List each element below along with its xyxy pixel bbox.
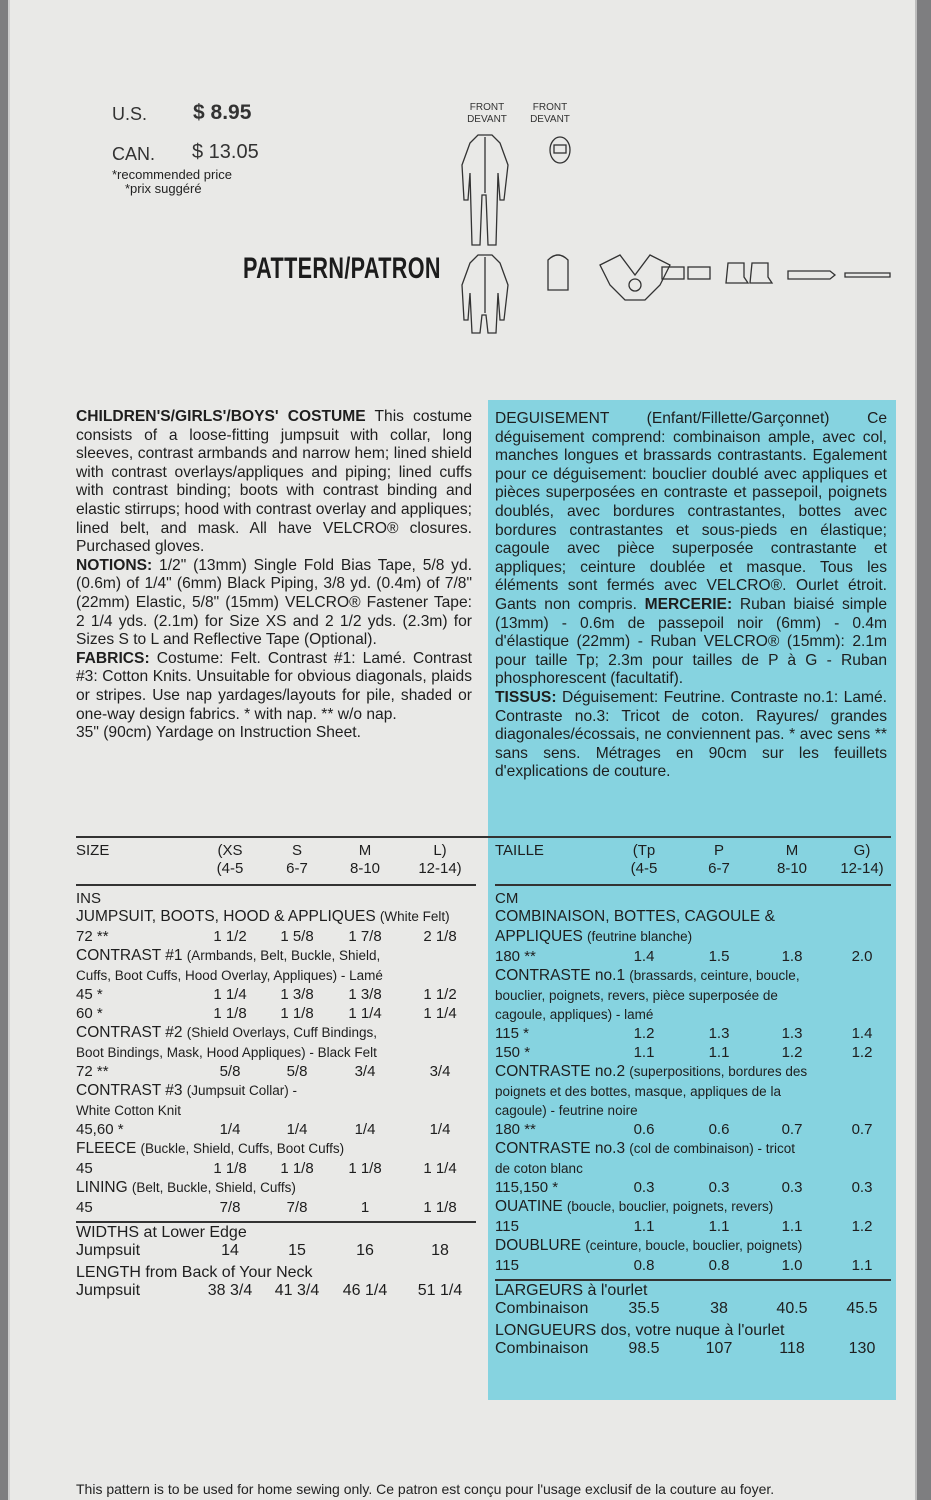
fabric-heading-label: CONTRAST #2	[76, 1024, 183, 1041]
yardage-value: 1 1/2	[213, 928, 247, 945]
fabric-heading-detail: (Buckle, Shield, Cuffs, Boot Cuffs)	[140, 1141, 345, 1156]
footer-note: This pattern is to be used for home sewing only. Ce patron est conçu pour l'usage exclusif de la couture au foyer.	[76, 1481, 775, 1497]
size-code: L)	[433, 842, 447, 859]
length-label: LENGTH from Back of Your Neck	[76, 1264, 313, 1281]
fabric-heading-detail: cagoule) - feutrine noire	[495, 1103, 638, 1118]
fabric-heading-detail: (White Felt)	[379, 909, 450, 924]
yardage-value: 1 1/8	[423, 1199, 457, 1216]
us-price-label: U.S.	[112, 104, 148, 124]
yardage-value: 0.6	[633, 1121, 655, 1138]
size-age: (4-5	[216, 860, 244, 877]
fabrics-text: Costume: Felt. Contrast #1: Lamé. Contrast #3: Cotton Knits. Unsuitable for obvious diagonals, plaids or stripes. Use nap yardages/layouts for pile, shaded or one-way design fabrics. * with nap. ** w/o nap.	[76, 649, 472, 723]
fabric-heading-detail: (col de combinaison) - tricot	[629, 1141, 796, 1156]
table-header-rule	[495, 884, 891, 886]
width-value: 15	[288, 1242, 306, 1259]
yardage-value: 1 1/4	[423, 1005, 457, 1022]
fabric-width: 72 **	[76, 1063, 109, 1080]
length-value: 107	[705, 1340, 733, 1357]
yardage-value: 1 1/4	[348, 1005, 382, 1022]
fabric-heading-label: OUATINE	[495, 1198, 563, 1215]
yardage-value: 5/8	[286, 1063, 308, 1080]
yardage-value: 1/4	[286, 1121, 308, 1138]
fabric-heading	[495, 1237, 802, 1255]
fabric-width: 180 **	[495, 1121, 536, 1138]
fabric-width: 115,150 *	[495, 1179, 559, 1196]
yardage-value: 1 7/8	[348, 928, 382, 945]
table-mid-rule	[76, 1221, 476, 1223]
fabrics-label: FABRICS:	[76, 649, 150, 667]
costume-title-fr: DEGUISEMENT (Enfant/Fillette/Garçonnet)	[495, 410, 830, 427]
fabric-heading-cont	[495, 928, 692, 946]
yardage-value: 1.5	[708, 948, 730, 965]
fabric-width: 115 *	[495, 1025, 529, 1042]
fabric-width: 115	[495, 1218, 519, 1235]
fabric-heading	[495, 1063, 807, 1081]
fabric-heading-label: CONTRASTE no.2	[495, 1063, 626, 1080]
size-code: M	[785, 842, 799, 859]
width-value: 16	[356, 1242, 374, 1259]
fabric-heading	[495, 967, 800, 985]
yardage-value: 3/4	[354, 1063, 376, 1080]
fabric-heading-detail: (superpositions, bordures des	[629, 1064, 808, 1079]
widths-label: LARGEURS à l'ourlet	[495, 1282, 648, 1299]
fabric-heading-detail: de coton blanc	[495, 1161, 583, 1176]
size-age: 6-7	[708, 860, 730, 877]
yardage-value: 7/8	[219, 1199, 241, 1216]
fabric-width: 45	[76, 1160, 93, 1177]
costume-body-fr: Ce déguisement comprend: combinaison ample, avec col, manches longues et brassards contrastants. Egalement pour ce déguisement: bouclier doublé avec appliques et pièces superposées en contraste et passepoil, poignets doublés, avec bordures contrastantes, bottes avec bordures contrastantes et sous-pieds en élastique; cagoule avec pièce superposée contrastante et appliques; ceinture doublée et masque. Tous les éléments sont fermés avec VELCRO®. Ourlet étroit. Gants non compris.	[495, 410, 887, 613]
fabric-width: 115	[495, 1257, 519, 1274]
fabric-heading	[76, 1082, 297, 1100]
yardage-value: 1 1/8	[213, 1005, 247, 1022]
fabric-heading-label: CONTRASTE no.3	[495, 1140, 626, 1157]
yardage-value: 1 1/8	[348, 1160, 382, 1177]
table-top-rule	[76, 836, 891, 838]
notions-label: NOTIONS:	[76, 556, 153, 574]
fabric-heading-label: LINING	[76, 1179, 128, 1196]
width-value: 35.5	[628, 1300, 660, 1317]
yardage-value: 1.2	[851, 1044, 873, 1061]
yardage-value: 1.4	[633, 948, 655, 965]
size-age: 12-14)	[840, 860, 884, 877]
widths-item: Jumpsuit	[76, 1242, 141, 1259]
fabric-heading-detail: (Armbands, Belt, Buckle, Shield,	[186, 948, 381, 963]
width-value: 45.5	[846, 1300, 878, 1317]
mercerie-label: MERCERIE:	[644, 595, 733, 613]
unit-label: INS	[76, 890, 102, 907]
yardage-value: 0.3	[851, 1179, 873, 1196]
length-value: 98.5	[628, 1340, 660, 1357]
french-description	[495, 410, 887, 782]
fabric-heading-detail: cagoule, appliques) - lamé	[495, 1007, 654, 1022]
size-label: SIZE	[76, 842, 110, 859]
view-label-1: FRONT DEVANT	[467, 102, 507, 125]
fabric-width: 45 *	[76, 986, 103, 1003]
us-price-value: $ 8.95	[193, 101, 252, 124]
fabric-heading-detail: (feutrine blanche)	[587, 929, 693, 944]
fabric-heading-label: CONTRASTE no.1	[495, 967, 626, 984]
yardage-value: 1.2	[633, 1025, 655, 1042]
yardage-value: 0.3	[633, 1179, 655, 1196]
yardage-value: 1.1	[851, 1257, 873, 1274]
fabric-width: 45	[76, 1199, 93, 1216]
hood-front-drawing	[550, 137, 570, 163]
yardage-value: 1/4	[354, 1121, 376, 1138]
english-description	[76, 408, 472, 743]
yardage-value: 1 1/2	[423, 986, 457, 1003]
fabric-heading-detail: (brassards, ceinture, boucle,	[629, 968, 800, 983]
size-code: G)	[853, 842, 871, 859]
fabric-heading-detail: (Belt, Buckle, Shield, Cuffs)	[131, 1180, 296, 1195]
pattern-label: PATTERN/PATRON	[243, 252, 441, 285]
fabric-heading-detail: (boucle, bouclier, poignets, revers)	[566, 1199, 774, 1214]
pattern-envelope-back	[8, 0, 917, 1500]
yardage-value: 1.1	[708, 1044, 730, 1061]
yardage-value: 1.3	[708, 1025, 730, 1042]
yardage-value: 1 3/8	[348, 986, 382, 1003]
fabric-heading-label: COMBINAISON, BOTTES, CAGOULE &	[495, 908, 775, 925]
width-value: 40.5	[776, 1300, 808, 1317]
suggested-price-note: *prix suggéré	[125, 181, 202, 196]
size-code: (XS	[217, 842, 243, 859]
yardage-value: 1.1	[781, 1218, 803, 1235]
yardage-value: 1 1/4	[213, 986, 247, 1003]
costume-title-en: CHILDREN'S/GIRLS'/BOYS' COSTUME	[76, 408, 366, 425]
yardage-value: 1.1	[633, 1218, 655, 1235]
fabric-heading-detail: White Cotton Knit	[76, 1103, 182, 1118]
fabric-heading-detail: (Jumpsuit Collar) -	[186, 1083, 297, 1098]
size-age: 12-14)	[418, 860, 462, 877]
fabric-width: 45,60 *	[76, 1121, 124, 1138]
widths-item: Combinaison	[495, 1300, 589, 1317]
width-value: 38	[710, 1300, 728, 1317]
size-age: 8-10	[349, 860, 381, 877]
fabric-heading	[495, 1198, 773, 1216]
fabric-width: 60 *	[76, 1005, 103, 1022]
length-item: Jumpsuit	[76, 1282, 141, 1299]
yardage-value: 1.1	[708, 1218, 730, 1235]
french-yardage-table	[495, 840, 891, 1385]
fabric-width: 180 **	[495, 948, 536, 965]
yardage-value: 1.0	[781, 1257, 803, 1274]
yardage-value: 1.3	[781, 1025, 803, 1042]
size-code: P	[713, 842, 724, 859]
fabric-heading-label: DOUBLURE	[495, 1237, 582, 1254]
fabric-heading-label: JUMPSUIT, BOOTS, HOOD & APPLIQUES	[76, 908, 376, 925]
fabric-heading-detail: bouclier, poignets, revers, pièce superposée de	[495, 988, 778, 1003]
size-age: 8-10	[776, 860, 808, 877]
fabric-heading	[76, 947, 380, 965]
tissus-text: Déguisement: Feutrine. Contraste no.1: Lamé. Contraste no.3: Tricot de coton. Rayures/ grandes diagonales/écossais, ne conviennent pas. * avec sens ** sans sens. Métrages en 90cm sur les feuillets d'explications de couture.	[495, 688, 887, 781]
garment-line-drawings	[450, 125, 900, 340]
size-age: 6-7	[286, 860, 308, 877]
fabric-heading-detail: Boot Bindings, Mask, Hood Appliques) - Black Felt	[76, 1045, 377, 1060]
recommended-price-note: *recommended price	[112, 167, 232, 182]
size-code: (Tp	[632, 842, 656, 859]
fabric-heading	[76, 1140, 344, 1158]
yardage-value: 1 1/8	[280, 1005, 314, 1022]
yardage-note-en: 35" (90cm) Yardage on Instruction Sheet.	[76, 724, 361, 742]
yardage-value: 1 3/8	[280, 986, 314, 1003]
fabric-heading-detail: (Shield Overlays, Cuff Bindings,	[186, 1025, 378, 1040]
yardage-value: 1/4	[429, 1121, 451, 1138]
yardage-value: 1/4	[219, 1121, 241, 1138]
size-label: TAILLE	[495, 842, 544, 859]
width-value: 18	[431, 1242, 449, 1259]
yardage-value: 0.8	[633, 1257, 655, 1274]
length-value: 51 1/4	[417, 1282, 463, 1299]
fabric-heading-detail: Cuffs, Boot Cuffs, Hood Overlay, Appliques) - Lamé	[76, 968, 383, 983]
yardage-value: 0.3	[781, 1179, 803, 1196]
english-yardage-table	[76, 840, 476, 1385]
yardage-value: 1.8	[781, 948, 803, 965]
yardage-value: 2 1/8	[423, 928, 457, 945]
yardage-value: 7/8	[286, 1199, 308, 1216]
yardage-value: 1.2	[851, 1218, 873, 1235]
yardage-value: 1 1/4	[423, 1160, 457, 1177]
yardage-value: 1	[360, 1199, 370, 1216]
fabric-heading	[76, 1024, 377, 1042]
costume-body-en: This costume consists of a loose-fitting jumpsuit with collar, long sleeves, contrast armbands and narrow hem; lined shield with contrast overlays/appliques and piping; lined cuffs with contrast binding; boots with contrast binding and elastic stirrups; hood with contrast overlay and appliques; lined belt, and mask. All have VELCRO® closures. Purchased gloves.	[76, 408, 472, 556]
view-label-2: FRONT DEVANT	[530, 102, 570, 125]
yardage-value: 1 1/8	[280, 1160, 314, 1177]
fabric-heading-detail: (ceinture, boucle, bouclier, poignets)	[585, 1238, 803, 1253]
width-value: 14	[221, 1242, 239, 1259]
fabric-heading	[76, 1179, 296, 1197]
length-label: LONGUEURS dos, votre nuque à l'ourlet	[495, 1322, 785, 1339]
length-item: Combinaison	[495, 1340, 589, 1357]
belt-drawing	[788, 271, 835, 279]
yardage-value: 0.6	[708, 1121, 730, 1138]
yardage-value: 2.0	[851, 948, 873, 965]
can-price-label: CAN.	[112, 144, 156, 164]
fabric-heading-detail: poignets et des bottes, masque, appliques de la	[495, 1084, 781, 1099]
size-code: M	[358, 842, 372, 859]
hood-back-drawing	[548, 255, 568, 290]
notions-text: 1/2" (13mm) Single Fold Bias Tape, 5/8 yd. (0.6m) of 1/4" (6mm) Black Piping, 3/8 yd. (0.4m) of 7/8" (22mm) Elastic, 5/8" (15mm) VELCRO® Fastener Tape: 2 1/4 yds. (2.1m) for Size XS and 2 1/2 yds. (2.3m) for Sizes S to L and Reflective Tape (Optional).	[76, 556, 472, 649]
fabric-heading-label: FLEECE	[76, 1140, 137, 1157]
yardage-value: 1 5/8	[280, 928, 314, 945]
fabric-heading-label: CONTRAST #3	[76, 1082, 183, 1099]
fabric-heading	[76, 908, 450, 926]
table-mid-rule	[495, 1279, 891, 1281]
tissus-label: TISSUS:	[495, 688, 557, 706]
length-value: 38 3/4	[207, 1282, 253, 1299]
fabric-width: 72 **	[76, 928, 109, 945]
yardage-value: 3/4	[429, 1063, 451, 1080]
yardage-value: 1.4	[851, 1025, 873, 1042]
length-value: 46 1/4	[342, 1282, 388, 1299]
length-value: 41 3/4	[274, 1282, 320, 1299]
fabric-heading-label: APPLIQUES	[495, 928, 583, 945]
shield-drawing	[600, 255, 670, 300]
widths-label: WIDTHS at Lower Edge	[76, 1224, 247, 1241]
size-code: S	[291, 842, 302, 859]
length-value: 130	[848, 1340, 876, 1357]
boot-drawing	[726, 263, 748, 283]
length-value: 118	[779, 1340, 805, 1357]
fabric-heading-label: CONTRAST #1	[76, 947, 183, 964]
fabric-width: 150 *	[495, 1044, 531, 1061]
yardage-value: 1.1	[633, 1044, 655, 1061]
yardage-value: 0.7	[781, 1121, 803, 1138]
fabric-heading	[495, 1140, 795, 1158]
yardage-value: 5/8	[219, 1063, 241, 1080]
can-price-value: $ 13.05	[192, 141, 259, 163]
yardage-value: 1.2	[781, 1044, 803, 1061]
yardage-value: 1 1/8	[213, 1160, 247, 1177]
unit-label: CM	[495, 890, 519, 907]
yardage-value: 0.8	[708, 1257, 730, 1274]
fabric-heading	[495, 908, 775, 926]
yardage-value: 0.7	[851, 1121, 873, 1138]
size-age: (4-5	[630, 860, 658, 877]
mercerie-text: Ruban biaisé simple (13mm) - 0.6m de passepoil noir (6mm) - 0.4m d'élastique (22mm) - Ruban VELCRO® (15mm): 2.1m pour taille Tp; 2.3m pour tailles de P à G - Ruban phosphorescent (facultatif).	[495, 595, 887, 688]
table-header-rule	[76, 884, 476, 886]
yardage-value: 0.3	[708, 1179, 730, 1196]
